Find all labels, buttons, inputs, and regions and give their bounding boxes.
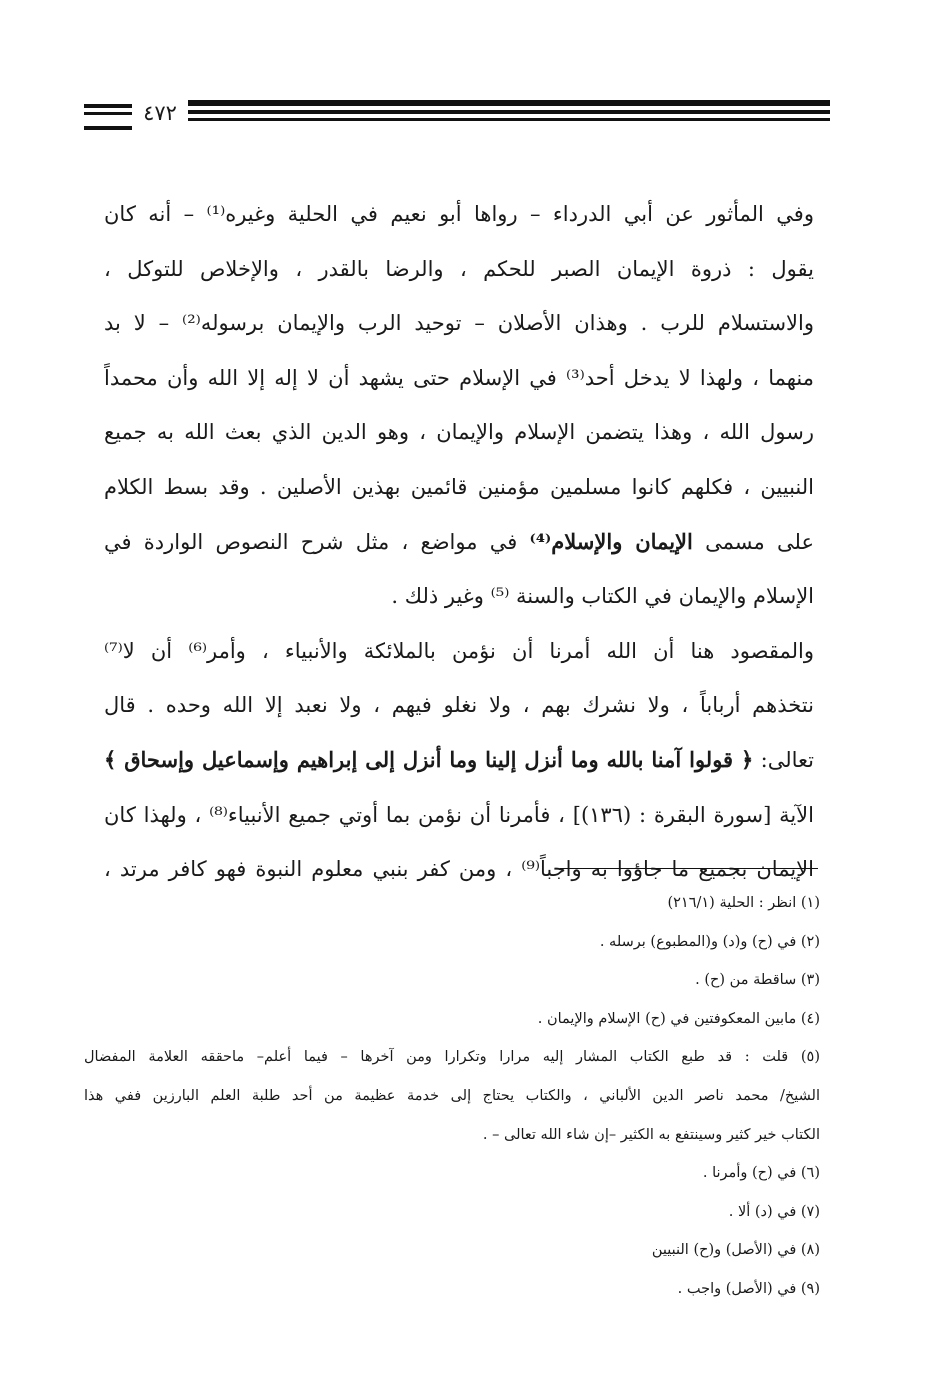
footnote: (٥) قلت : قد طبع الكتاب المشار إليه مرارا وتكرارا ومن آخرها – فيما أعلم– ماحققه العلامة المفضال: [84, 1049, 820, 1066]
body-text: في مواضع ، مثل شرح النصوص الواردة في: [104, 529, 518, 554]
footnote: (٨) في (الأصل) و(ح) النبيين: [651, 1242, 820, 1259]
body-line: [104, 524, 814, 579]
bold-term: الإيمان والإسلام⁽⁴⁾: [529, 528, 693, 554]
body-line: النبيين ، فكلهم كانوا مسلمين مؤمنين قائمين بهذين الأصلين . وقد بسط الكلام: [104, 474, 814, 499]
page-number: ٤٧٢: [143, 101, 177, 125]
footnote: (١) انظر : الحلية (٢١٦/١): [667, 895, 820, 911]
body-line: والاستسلام للرب . وهذان الأصلان – توحيد الرب والإيمان برسوله⁽²⁾ – لا بد: [104, 311, 814, 336]
footnote: (٣) ساقطة من (ح) .: [695, 972, 820, 989]
footnote: الكتاب خير كثير وسينتفع به الكثير –إن شاء الله تعالى – .: [482, 1126, 820, 1143]
header-rule-left: [84, 104, 132, 130]
footnotes: [84, 890, 820, 1315]
footnote: (٢) في (ح) و(د) و(المطبوع) برسله .: [599, 933, 820, 950]
body-line: رسول الله ، وهذا يتضمن الإسلام والإيمان ، وهو الدين الذي بعث الله به جميع: [104, 420, 814, 445]
body-line: وفي المأثور عن أبي الدرداء – رواها أبو نعيم في الحلية وغيره⁽¹⁾ – أنه كان: [104, 202, 814, 226]
footnote-separator: [560, 868, 818, 869]
footnote: (٤) مابين المعكوفتين في (ح) الإسلام والإيمان .: [537, 1010, 820, 1027]
body-line: والمقصود هنا أن الله أمرنا أن نؤمن بالملائكة والأنبياء ، وأمر⁽⁶⁾ أن لا⁽⁷⁾: [104, 638, 814, 663]
body-line: منهما ، ولهذا لا يدخل أحد⁽³⁾ في الإسلام حتى يشهد أن لا إله إلا الله وأن محمداً: [104, 365, 814, 390]
header-rule-right: [188, 100, 830, 122]
footnote: (٩) في (الأصل) واجب .: [677, 1280, 820, 1297]
body-line: الآية [سورة البقرة : (١٣٦)] ، فأمرنا أن نؤمن بما أوتي جميع الأنبياء⁽⁸⁾ ، ولهذا كان: [104, 802, 814, 827]
footnote: (٦) في (ح) وأمرنا .: [702, 1165, 820, 1182]
body-line: نتخذهم أرباباً ، ولا نشرك بهم ، ولا نغلو فيهم ، ولا نعبد إلا الله وحده . قال: [104, 693, 814, 718]
body-text: على مسمى: [692, 529, 814, 554]
body-text: تعالى:: [753, 747, 814, 772]
page-header: [84, 96, 830, 130]
body-line: الإسلام والإيمان في الكتاب والسنة ⁽⁵⁾ وغير ذلك .: [391, 584, 814, 609]
footnote: (٧) في (د) ألا .: [728, 1203, 820, 1220]
body-line: [104, 742, 814, 797]
footnote: الشيخ/ محمد ناصر الدين الألباني ، والكتاب يحتاج إلى خدمة عظيمة من أحد طلبة العلم البارزين ففي هذا: [84, 1087, 820, 1104]
quran-verse: ﴿ قولوا آمنا بالله وما أنزل إلينا وما أنزل إلى إبراهيم وإسماعيل وإسحاق ﴾: [104, 746, 754, 772]
main-text: [104, 196, 814, 906]
body-line: يقول : ذروة الإيمان الصبر للحكم ، والرضا بالقدر ، والإخلاص للتوكل ،: [104, 256, 814, 281]
body-line: الإيمان بجميع ما جاؤوا به واجباً⁽⁹⁾ ، ومن كفر بنبي معلوم النبوة فهو كافر مرتد ،: [104, 857, 814, 882]
